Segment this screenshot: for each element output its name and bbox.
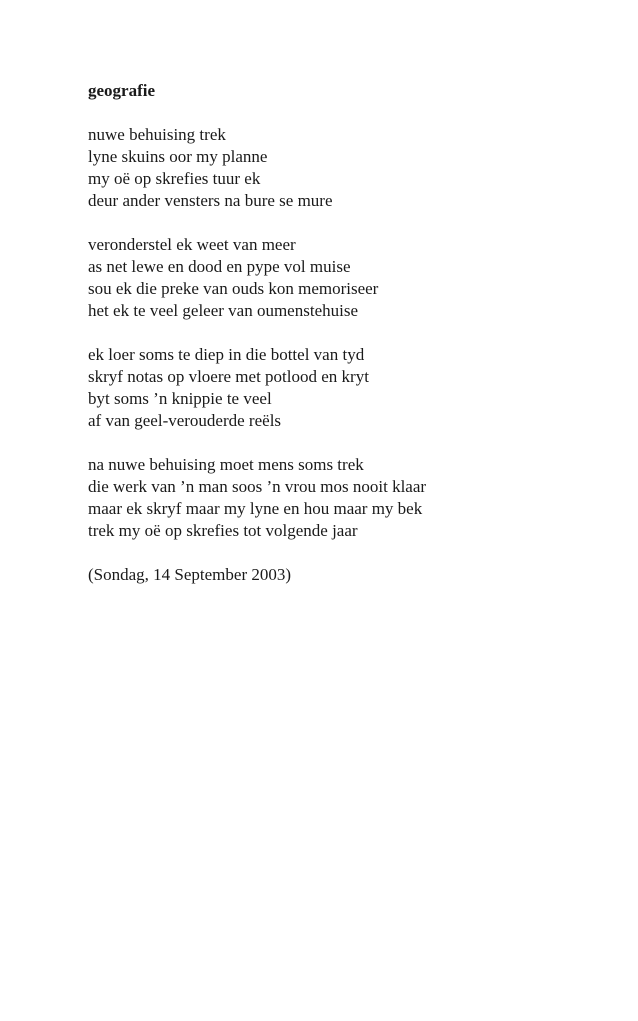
poem-line: as net lewe en dood en pype vol muise: [88, 257, 351, 276]
poem-line: af van geel-verouderde reëls: [88, 411, 282, 430]
stanza-3: [88, 344, 608, 432]
poem-dateline: (Sondag, 14 September 2003): [88, 565, 292, 584]
poem-line: nuwe behuising trek: [88, 125, 226, 144]
poem-line: ek loer soms te diep in die bottel van tyd: [88, 345, 365, 364]
poem-line: byt soms ’n knippie te veel: [88, 389, 272, 408]
poem-line: het ek te veel geleer van oumenstehuise: [88, 301, 358, 320]
stanza-1: [88, 124, 608, 212]
poem-line: deur ander vensters na bure se mure: [88, 191, 333, 210]
poem-line: die werk van ’n man soos ’n vrou mos nooit klaar: [88, 477, 427, 496]
poem: [88, 80, 608, 586]
stanza-2: [88, 234, 608, 322]
poem-line: trek my oë op skrefies tot volgende jaar: [88, 521, 358, 540]
poem-line: skryf notas op vloere met potlood en kryt: [88, 367, 369, 386]
poem-line: veronderstel ek weet van meer: [88, 235, 296, 254]
poem-line: maar ek skryf maar my lyne en hou maar my bek: [88, 499, 423, 518]
poem-line: lyne skuins oor my planne: [88, 147, 268, 166]
poem-title: geografie: [88, 81, 156, 100]
stanza-4: [88, 454, 608, 542]
poem-line: sou ek die preke van ouds kon memoriseer: [88, 279, 379, 298]
poem-line: na nuwe behuising moet mens soms trek: [88, 455, 364, 474]
poem-line: my oë op skrefies tuur ek: [88, 169, 261, 188]
